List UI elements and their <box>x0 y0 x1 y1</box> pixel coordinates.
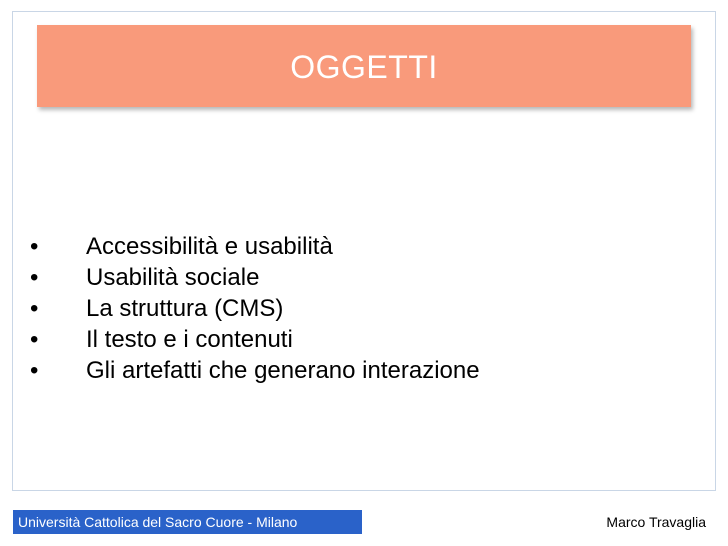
bullet-symbol: • <box>30 295 39 322</box>
title-bar <box>37 25 691 107</box>
bullet-text: La struttura (CMS) <box>86 295 284 322</box>
footer-institution: Università Cattolica del Sacro Cuore - Milano <box>13 510 362 534</box>
bullet-symbol: • <box>30 233 39 260</box>
bullet-text: Gli artefatti che generano interazione <box>86 357 480 384</box>
bullet-symbol: • <box>30 264 39 291</box>
bullet-symbol: • <box>30 357 39 384</box>
slide-title: OGGETTI <box>290 49 438 85</box>
footer-author: Marco Travaglia <box>606 514 706 530</box>
bullet-text: Il testo e i contenuti <box>86 326 293 353</box>
bullet-text: Accessibilità e usabilità <box>86 233 333 260</box>
bullet-symbol: • <box>30 326 39 353</box>
bullet-text: Usabilità sociale <box>86 264 260 291</box>
